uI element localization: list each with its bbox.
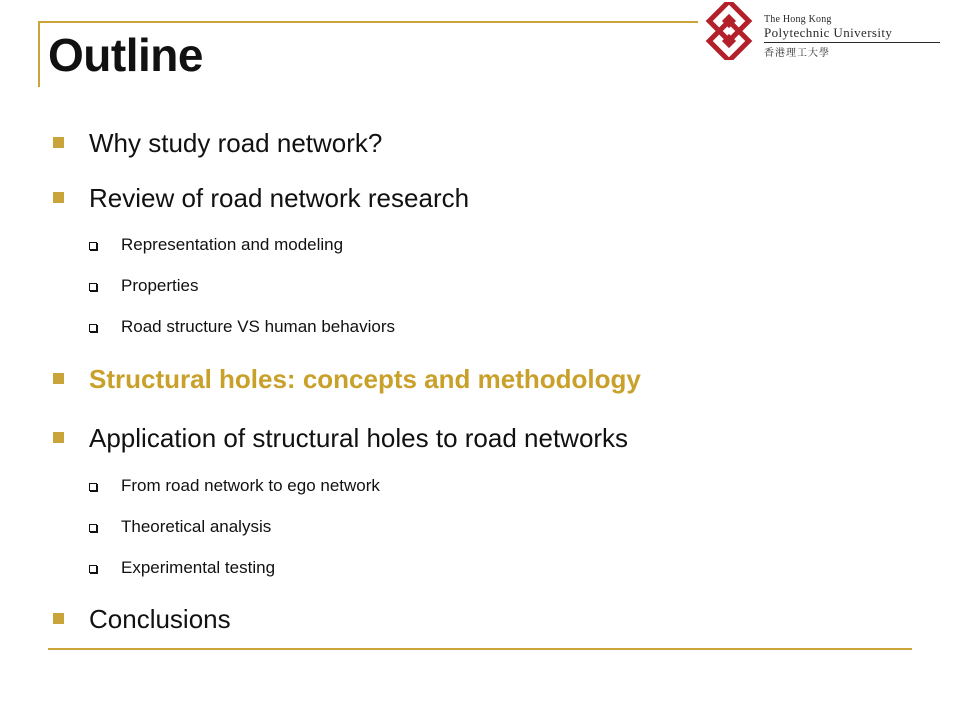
list-subitem-text: From road network to ego network — [121, 476, 380, 495]
list-item-text: Conclusions — [89, 604, 231, 634]
slide-title: Outline — [48, 29, 203, 81]
hollow-square-bullet-icon — [89, 524, 97, 532]
hollow-square-bullet-icon — [89, 565, 97, 573]
square-bullet-icon — [53, 373, 64, 384]
logo-text-chinese: 香港理工大學 — [764, 48, 830, 59]
list-item-text-highlighted: Structural holes: concepts and methodology — [89, 364, 641, 394]
square-bullet-icon — [53, 613, 64, 624]
footer-rule — [48, 648, 912, 650]
square-bullet-icon — [53, 137, 64, 148]
list-subitem-text: Representation and modeling — [121, 235, 344, 254]
list-subitem-text: Theoretical analysis — [121, 517, 272, 536]
list-subitem-text: Experimental testing — [121, 558, 276, 577]
hollow-square-bullet-icon — [89, 283, 97, 291]
list-subitem-text: Properties — [121, 276, 199, 295]
logo-text-line1: The Hong Kong — [764, 14, 832, 25]
hollow-square-bullet-icon — [89, 324, 97, 332]
list-item-text: Why study road network? — [89, 128, 383, 158]
list-item-text: Review of road network research — [89, 183, 470, 213]
square-bullet-icon — [53, 192, 64, 203]
hollow-square-bullet-icon — [89, 483, 97, 491]
logo-text-line2: Polytechnic University — [764, 25, 893, 40]
list-subitem-text: Road structure VS human behaviors — [121, 317, 396, 336]
list-item-text: Application of structural holes to road networks — [89, 423, 629, 453]
hollow-square-bullet-icon — [89, 242, 97, 250]
square-bullet-icon — [53, 432, 64, 443]
